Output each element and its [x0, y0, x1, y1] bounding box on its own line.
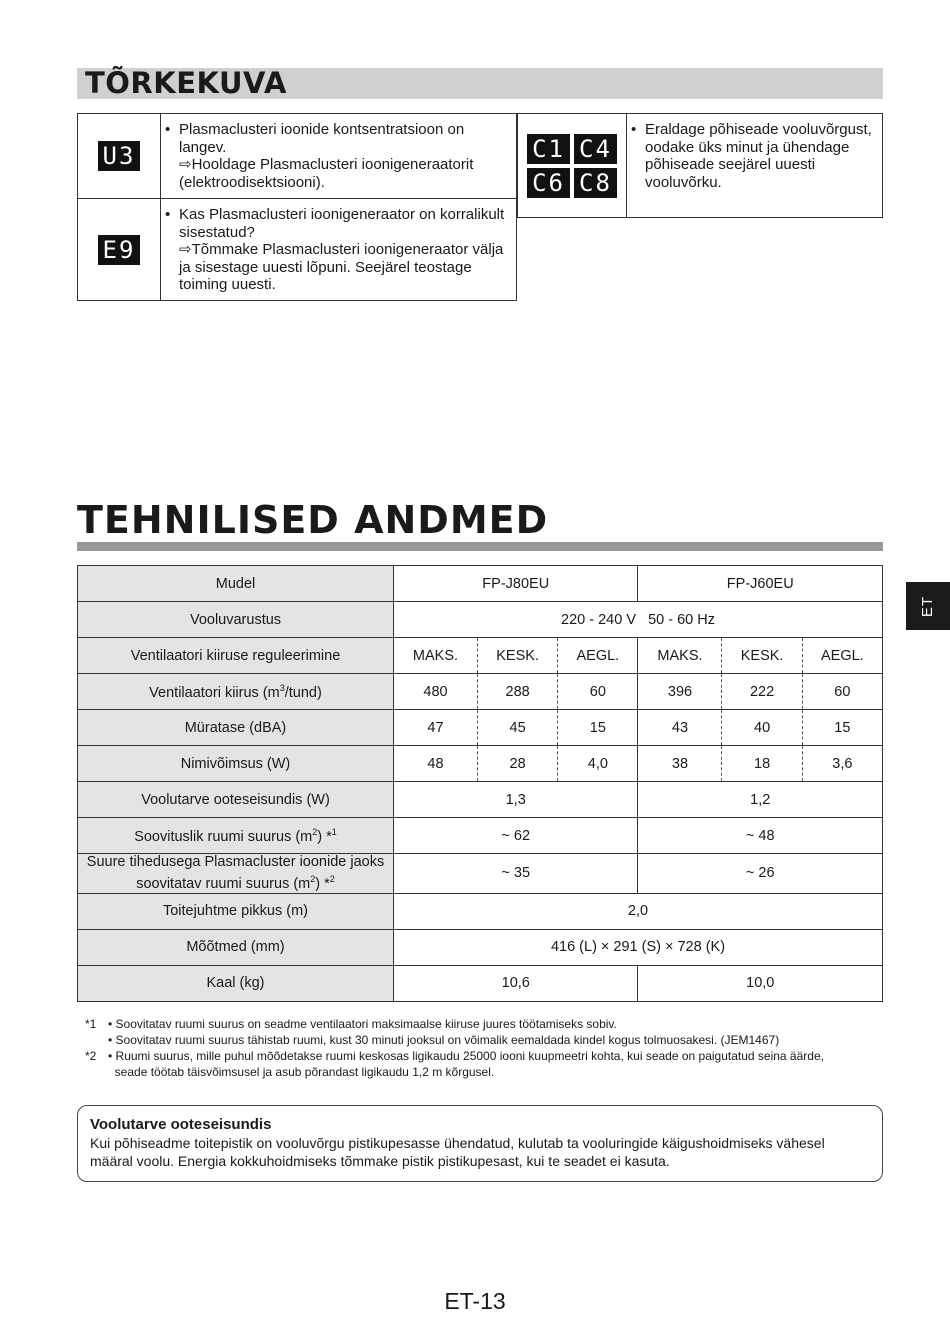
cell-value: 15	[802, 710, 882, 746]
error-table-right	[517, 113, 883, 218]
cell-value: AEGL.	[558, 638, 638, 674]
cell-value: 10,6	[394, 965, 638, 1001]
cell-value: 28	[477, 746, 557, 782]
table-row	[78, 854, 883, 894]
error-code-display: E9	[98, 235, 141, 265]
footnote: *1 • Soovitatav ruumi suurus on seadme ventilaatori maksimaalse kiiruse juures töötamiseks sobiv.	[85, 1017, 617, 1031]
cell-value: MAKS.	[394, 638, 478, 674]
cell-value: 47	[394, 710, 478, 746]
footnote: • Soovitatav ruumi suurus tähistab ruumi, kust 30 minuti jooksul on võimalik eemaldada kindel kogus tolmuosakesi. (JEM1467)	[108, 1033, 780, 1047]
table-row	[78, 893, 883, 929]
cell-value: ~ 35	[394, 854, 638, 894]
error-code-display: C4	[574, 134, 617, 164]
cell-value: 220 - 240 V 50 - 60 Hz	[394, 602, 883, 638]
table-row	[78, 782, 883, 818]
table-row	[78, 746, 883, 782]
row-label: Mõõtmed (mm)	[78, 929, 394, 965]
spec-table	[77, 565, 883, 1002]
row-label: Müratase (dBA)	[78, 710, 394, 746]
footnotes	[85, 1016, 875, 1080]
cell-value: 15	[558, 710, 638, 746]
table-row	[78, 638, 883, 674]
info-box	[77, 1105, 883, 1182]
error-code-display: C6	[527, 168, 570, 198]
error-remedy: ⇨Tõmmake Plasmaclusteri ioonigeneraator välja ja sisestage uuesti lõpuni. Seejärel teostage toiming uuesti.	[179, 241, 504, 293]
table-row	[78, 710, 883, 746]
error-description: • Eraldage põhiseade vooluvõrgust, oodake üks minut ja ühendage põhiseade seejärel uuesti vooluvõrku.	[627, 114, 883, 218]
error-remedy: ⇨Hooldage Plasmaclusteri ioonigeneraatorit (elektroodisektsiooni).	[179, 156, 474, 191]
table-row	[78, 566, 883, 602]
table-row	[78, 674, 883, 710]
cell-value: 396	[638, 674, 722, 710]
cell-value: 43	[638, 710, 722, 746]
cell-value: ~ 62	[394, 818, 638, 854]
row-label: Vooluvarustus	[78, 602, 394, 638]
error-code-cell	[78, 114, 161, 199]
error-code-display: U3	[98, 141, 141, 171]
cell-value: 1,2	[638, 782, 883, 818]
error-description: • Kas Plasmaclusteri ioonigeneraator on korralikult sisestatud? ⇨Tõmmake Plasmaclusteri ioonigeneraator välja ja sisestage uuesti lõpuni. Seejärel teostage toiming uuesti.	[161, 199, 517, 301]
error-code-display: C8	[574, 168, 617, 198]
error-description: • Plasmaclusteri ioonide kontsentratsioon on langev. ⇨Hooldage Plasmaclusteri ioonigeneraatorit (elektroodisektsiooni).	[161, 114, 517, 199]
cell-value: 40	[722, 710, 802, 746]
cell-value: 480	[394, 674, 478, 710]
cell-value: AEGL.	[802, 638, 882, 674]
cell-value: KESK.	[477, 638, 557, 674]
language-tab-label: ET	[919, 595, 937, 617]
error-code-cell	[78, 199, 161, 301]
model-name: FP-J80EU	[394, 566, 638, 602]
section-header-bar	[77, 68, 883, 99]
info-title: Voolutarve ooteseisundis	[90, 1116, 272, 1133]
error-cause: Plasmaclusteri ioonide kontsentratsioon on langev.	[179, 121, 465, 156]
cell-value: 10,0	[638, 965, 883, 1001]
error-table-left	[77, 113, 517, 301]
table-row	[78, 602, 883, 638]
cell-value: 1,3	[394, 782, 638, 818]
cell-value: 48	[394, 746, 478, 782]
model-name: FP-J60EU	[638, 566, 883, 602]
table-row	[78, 929, 883, 965]
error-code-cell	[518, 114, 627, 218]
error-remedy: Eraldage põhiseade vooluvõrgust, oodake üks minut ja ühendage põhiseade seejärel uuesti vooluvõrku.	[645, 121, 872, 191]
footnote: *2 • Ruumi suurus, mille puhul mõõdetakse ruumi keskosas ligikaudu 25000 iooni kuupmeetri kohta, kui seade on paigutatud seina äärde,	[85, 1049, 824, 1063]
row-label: Kaal (kg)	[78, 965, 394, 1001]
title-rule	[77, 542, 883, 551]
row-label: Ventilaatori kiirus $(m^3/tund)$	[78, 674, 394, 710]
row-label: Ventilaatori kiiruse reguleerimine	[78, 638, 394, 674]
row-label: Toitejuhtme pikkus (m)	[78, 893, 394, 929]
error-cause: Kas Plasmaclusteri ioonigeneraator on korralikult sisestatud?	[179, 206, 505, 241]
cell-value: ~ 26	[638, 854, 883, 894]
row-label: Voolutarve ooteseisundis (W)	[78, 782, 394, 818]
cell-value: 45	[477, 710, 557, 746]
row-label: Suure tihedusega Plasmacluster ioonide jaoks soovitatav ruumi suurus $(m^2)$ *$^2$	[78, 854, 394, 894]
language-tab	[906, 582, 950, 630]
cell-value: 288	[477, 674, 557, 710]
cell-value: 18	[722, 746, 802, 782]
table-row	[78, 818, 883, 854]
cell-value: KESK.	[722, 638, 802, 674]
cell-value: 4,0	[558, 746, 638, 782]
cell-value: ~ 48	[638, 818, 883, 854]
info-text: Kui põhiseadme toitepistik on vooluvõrgu pistikupesasse ühendatud, kulutab ta vooluringide käigushoidmiseks vähesel määral voolu. Energia kokkuhoidmiseks tõmmake pistik pistikupesast, kui te seadet ei kasuta.	[90, 1135, 825, 1169]
page-number: ET-13	[444, 1288, 506, 1314]
row-label: Mudel	[78, 566, 394, 602]
footnote: seade töötab täisvõimsusel ja asub põrandast ligikaudu 1,2 m kõrgusel.	[108, 1065, 495, 1079]
cell-value: 60	[802, 674, 882, 710]
cell-value: MAKS.	[638, 638, 722, 674]
cell-value: 38	[638, 746, 722, 782]
error-code-display: C1	[527, 134, 570, 164]
section-title-specs: TEHNILISED ANDMED	[77, 498, 549, 542]
row-label: Nimivõimsus (W)	[78, 746, 394, 782]
section-title-error: TÕRKEKUVA	[85, 66, 287, 100]
cell-value: 222	[722, 674, 802, 710]
row-label: Soovituslik ruumi suurus $(m^2)$ *$^1$	[78, 818, 394, 854]
cell-value: 2,0	[394, 893, 883, 929]
cell-value: 60	[558, 674, 638, 710]
table-row	[78, 965, 883, 1001]
cell-value: 3,6	[802, 746, 882, 782]
cell-value: 416 (L) × 291 (S) × 728 (K)	[394, 929, 883, 965]
